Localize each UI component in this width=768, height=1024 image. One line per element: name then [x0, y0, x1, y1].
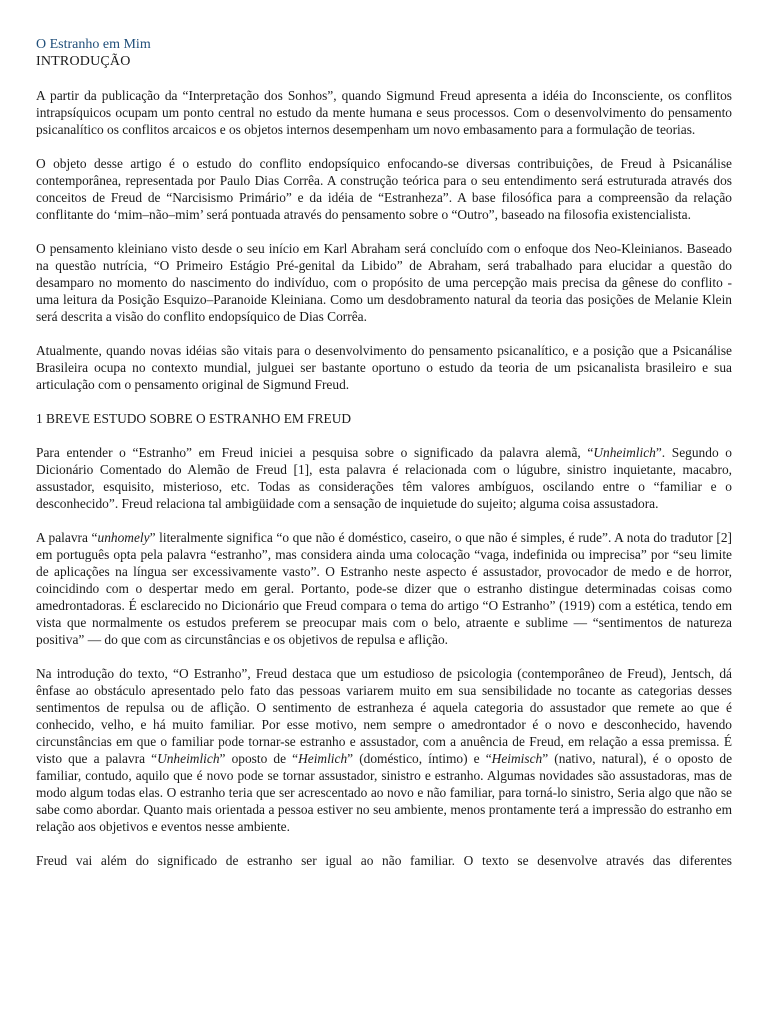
- paragraph: A partir da publicação da “Interpretação dos Sonhos”, quando Sigmund Freud apresenta a idéia do Inconsciente, os conflitos intrapsíquicos ocupam um ponto central no estudo da mente humana e seus processos. Com o desenvolvimento do pensamento psicanalítico os conflitos arcaicos e os objetos internos desempenham um novo embasamento para a formulação de teorias.: [36, 88, 732, 137]
- paragraph: Atualmente, quando novas idéias são vitais para o desenvolvimento do pensamento psicanalítico, e a posição que a Psicanálise Brasileira ocupa no contexto mundial, julguei ser bastante oportuno o estudo da teoria de um psicanalista brasileiro e sua articulação com o pensamento original de Sigmund Freud.: [36, 343, 732, 392]
- italic-term: unhomely: [97, 530, 150, 545]
- section-heading: 1 BREVE ESTUDO SOBRE O ESTRANHO EM FREUD: [36, 411, 352, 426]
- paragraph: O pensamento kleiniano visto desde o seu início em Karl Abraham será concluído com o enfoque dos Neo-Kleinianos. Baseado na questão nutrícia, “O Primeiro Estágio Pré-genital da Libido” de Abraham, será trabalhado para elucidar a questão do desamparo no momento do nascimento do indivíduo, com o propósito de uma percepção mais precisa da gênese do conflito - uma leitura da Posição Esquizo–Paranoide Kleiniana. Como um desdobramento natural da teoria das posições de Melanie Klein será descrita a visão do conflito endopsíquico de Dias Corrêa.: [36, 241, 732, 324]
- text-run: ” oposto de “: [219, 751, 299, 766]
- italic-term: Unheimlich: [593, 445, 656, 460]
- text-run: A palavra “: [36, 530, 98, 545]
- intro-heading: INTRODUÇÃO: [36, 54, 131, 69]
- italic-term: Unheimlich: [157, 751, 220, 766]
- italic-term: Heimisch: [491, 751, 543, 766]
- paragraph: [36, 444, 732, 512]
- paragraph: Freud vai além do significado de estranho ser igual ao não familiar. O texto se desenvolve através das diferentes: [36, 853, 732, 868]
- text-run: ” (nativo, natural), é o oposto de familiar, contudo, aquilo que é novo pode se tornar assustador, sinistro e estranho. Algumas novidades são assustadoras, mas de modo algum todas elas. O estranho teria que ser acrescentado ao novo e não familiar, para torná-lo sinistro, Seria algo que não se sabe como abordar. Quanto mais orientada a pessoa estiver no seu ambiente, menos prontamente terá a impressão do estranho em relação aos objetivos e eventos nesse ambiente.: [36, 751, 733, 834]
- text-run: Para entender o “Estranho” em Freud iniciei a pesquisa sobre o significado da palavra alemã, “: [36, 445, 594, 460]
- paragraph: [36, 529, 732, 648]
- paragraph: [36, 665, 732, 835]
- text-run: Na introdução do texto, “O Estranho”, Freud destaca que um estudioso de psicologia (contemporâneo de Freud), Jentsch, dá ênfase ao obstáculo apresentado pelo fato das pessoas variarem muito em sua sensibilidade no tocante as categorias desses sentimentos de repulsa ou de aflição. O sentimento de estranheza é aquela categoria do assustador que remete ao que é conhecido, velho, e há muito familiar. Por esse motivo, nem sempre o amedrontador é o novo e desconhecido, havendo circunstâncias em que o familiar pode tornar-se estranho e assustador, com a anuência de Freud, em relação a essa premissa. É visto que a palavra “: [36, 666, 732, 766]
- paragraph: O objeto desse artigo é o estudo do conflito endopsíquico enfocando-se diversas contribuições, de Freud à Psicanálise contemporânea, representada por Paulo Dias Corrêa. A construção teórica para o seu entendimento será estruturada através dos conceitos de Freud de “Narcisismo Primário” e da idéia de “Estranheza”. A base filosófica para a compreensão da relação conflitante do ‘mim–não–mim’ será pontuada através do pensamento sobre o “Outro”, baseado na filosofia existencialista.: [36, 156, 732, 222]
- text-run: ” (doméstico, íntimo) e “: [347, 751, 492, 766]
- italic-term: Heimlich: [298, 751, 348, 766]
- document-title: O Estranho em Mim: [36, 37, 151, 52]
- text-run: ”. Segundo o Dicionário Comentado do Alemão de Freud [1], esta palavra é relacionada com o lúgubre, sinistro inquietante, macabro, assustador, esquisito, misterioso, etc. Todas as considerações têm valores ambíguos, oscilando entre o “familiar e o desconhecido”. Freud relaciona tal ambigüidade com a sensação de inquietude do sujeito; alguma coisa assustadora.: [36, 445, 732, 511]
- text-run: ” literalmente significa “o que não é doméstico, caseiro, o que não é simples, é rude”. A nota do tradutor [2] em português opta pela palavra “estranho”, mas considera ainda uma colocação “vaga, indefinida ou imprecisa” por “seu limite de aplicações na língua ser excessivamente vasto”. O Estranho neste aspecto é assustador, provocador de medo e de horror, coincidindo com o despertar medo em geral. Portanto, pode-se dizer que o estranho distingue determinadas coisas como amedrontadoras. É esclarecido no Dicionário que Freud compara o tema do artigo “O Estranho” (1919) com a estética, tendo em vista que normalmente os estudos preferem se preocupar mais com o belo, atraente e sublime — “sentimentos de natureza positiva” — do que com as circunstâncias e os objetivos de repulsa e aflição.: [36, 530, 732, 647]
